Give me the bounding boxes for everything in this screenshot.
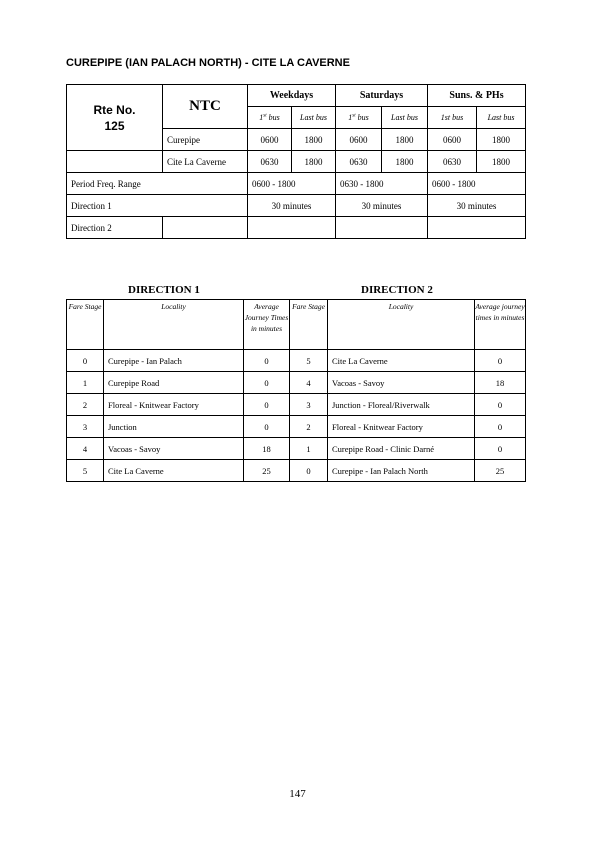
journey-time-header: Average journey times in minutes — [475, 300, 526, 350]
time-cell: 0600 — [248, 129, 292, 151]
schedule-table — [66, 84, 526, 239]
fare-stage: 5 — [67, 460, 104, 482]
direction1-row — [67, 195, 526, 217]
group-header-saturdays: Saturdays — [336, 85, 428, 107]
fare-stage: 2 — [67, 394, 104, 416]
frequency-value: 30 minutes — [428, 195, 526, 217]
locality: Junction — [104, 416, 244, 438]
journey-time: 0 — [244, 350, 290, 372]
fare-table-header — [67, 300, 526, 350]
direction2-label: Direction 2 — [67, 217, 163, 239]
locality: Cite La Caverne — [104, 460, 244, 482]
page-number: 147 — [289, 788, 306, 800]
group-header-weekdays: Weekdays — [248, 85, 336, 107]
first-bus-header: 1st bus — [428, 107, 477, 129]
first-bus-header: 1st bus — [336, 107, 382, 129]
table-row — [67, 460, 526, 482]
journey-time: 18 — [244, 438, 290, 460]
fare-stage: 4 — [67, 438, 104, 460]
fare-stage: 1 — [67, 372, 104, 394]
journey-time: 0 — [475, 416, 526, 438]
fare-stage-header: Fare Stage — [67, 300, 104, 350]
table-row — [67, 416, 526, 438]
fare-stage: 2 — [290, 416, 328, 438]
last-bus-header: Last bus — [292, 107, 336, 129]
fare-stage: 5 — [290, 350, 328, 372]
time-cell: 1800 — [477, 151, 526, 173]
time-cell: 0600 — [336, 129, 382, 151]
time-cell: 0630 — [428, 151, 477, 173]
table-row — [67, 372, 526, 394]
fare-stage: 1 — [290, 438, 328, 460]
journey-time: 0 — [244, 394, 290, 416]
direction1-title: DIRECTION 1 — [128, 284, 200, 296]
place-name: Curepipe — [163, 129, 248, 151]
locality-header: Locality — [104, 300, 244, 350]
journey-time: 25 — [475, 460, 526, 482]
fare-stage-table — [66, 299, 526, 482]
journey-time-header: Average Journey Times in minutes — [244, 300, 290, 350]
fare-stage: 0 — [67, 350, 104, 372]
journey-time: 0 — [475, 350, 526, 372]
journey-time: 0 — [244, 372, 290, 394]
table-row — [67, 438, 526, 460]
locality: Junction - Floreal/Riverwalk — [328, 394, 475, 416]
period-row — [67, 173, 526, 195]
locality: Cite La Caverne — [328, 350, 475, 372]
time-cell: 0630 — [248, 151, 292, 173]
locality: Curepipe Road — [104, 372, 244, 394]
fare-stage: 4 — [290, 372, 328, 394]
table-row — [67, 394, 526, 416]
direction2-title: DIRECTION 2 — [361, 284, 433, 296]
time-cell: 1800 — [292, 129, 336, 151]
journey-time: 0 — [475, 438, 526, 460]
fare-stage: 3 — [290, 394, 328, 416]
period-value: 0600 - 1800 — [248, 173, 336, 195]
first-bus-header: 1st bus — [248, 107, 292, 129]
locality: Floreal - Knitwear Factory — [328, 416, 475, 438]
last-bus-header: Last bus — [382, 107, 428, 129]
period-value: 0600 - 1800 — [428, 173, 526, 195]
time-cell: 1800 — [292, 151, 336, 173]
direction1-label: Direction 1 — [67, 195, 248, 217]
frequency-value: 30 minutes — [336, 195, 428, 217]
locality: Floreal - Knitwear Factory — [104, 394, 244, 416]
time-cell: 1800 — [477, 129, 526, 151]
route-number: 125 — [104, 118, 125, 133]
time-cell: 0600 — [428, 129, 477, 151]
locality: Curepipe Road - Clinic Darné — [328, 438, 475, 460]
journey-time: 25 — [244, 460, 290, 482]
locality: Vacoas - Savoy — [104, 438, 244, 460]
place-name: Cite La Caverne — [163, 151, 248, 173]
fare-stage: 0 — [290, 460, 328, 482]
locality: Curepipe - Ian Palach — [104, 350, 244, 372]
locality-header: Locality — [328, 300, 475, 350]
journey-time: 0 — [475, 394, 526, 416]
time-cell: 1800 — [382, 151, 428, 173]
frequency-value: 30 minutes — [248, 195, 336, 217]
time-cell: 1800 — [382, 129, 428, 151]
operator-name: NTC — [163, 85, 248, 129]
fare-stage: 3 — [67, 416, 104, 438]
page-title: CUREPIPE (IAN PALACH NORTH) - CITE LA CAVERNE — [66, 57, 350, 69]
period-label: Period Freq. Range — [67, 173, 248, 195]
group-header-sundays: Suns. & PHs — [428, 85, 526, 107]
time-cell: 0630 — [336, 151, 382, 173]
journey-time: 0 — [244, 416, 290, 438]
route-label: Rte No. — [93, 102, 136, 117]
locality: Vacoas - Savoy — [328, 372, 475, 394]
schedule-row — [67, 151, 526, 173]
period-value: 0630 - 1800 — [336, 173, 428, 195]
direction2-row — [67, 217, 526, 239]
table-row — [67, 350, 526, 372]
last-bus-header: Last bus — [477, 107, 526, 129]
fare-stage-header: Fare Stage — [290, 300, 328, 350]
route-number-cell — [67, 85, 163, 151]
journey-time: 18 — [475, 372, 526, 394]
locality: Curepipe - Ian Palach North — [328, 460, 475, 482]
